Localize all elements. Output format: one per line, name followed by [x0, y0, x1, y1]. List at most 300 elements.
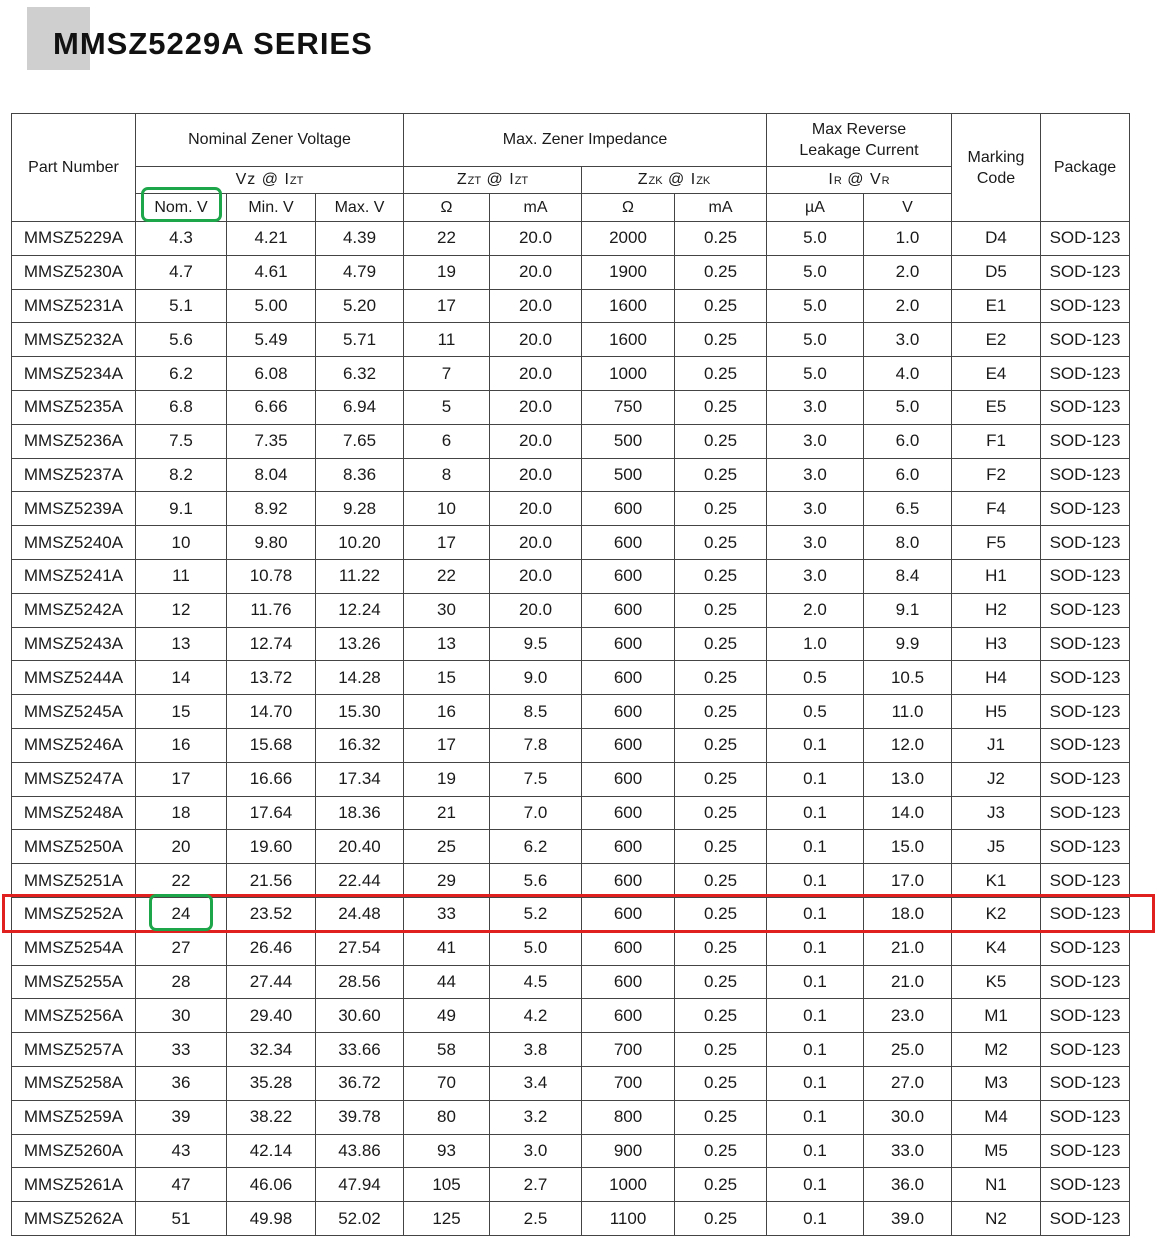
- cell-izt: 7.8: [490, 728, 582, 762]
- cell-vr: 17.0: [864, 864, 952, 898]
- cell-vr: 9.1: [864, 593, 952, 627]
- cell-marking-code: M4: [952, 1100, 1041, 1134]
- cell-marking-code: K5: [952, 965, 1041, 999]
- table-row: [12, 1202, 1130, 1236]
- cell-marking-code: K4: [952, 931, 1041, 965]
- zener-spec-table: [11, 113, 1130, 1236]
- header-marking-line1: Marking: [967, 148, 1025, 166]
- cell-part-number: MMSZ5237A: [12, 458, 136, 492]
- cell-zzt: 22: [404, 559, 490, 593]
- table-row: [12, 390, 1130, 424]
- cell-izt: 4.2: [490, 999, 582, 1033]
- cell-part-number: MMSZ5240A: [12, 526, 136, 560]
- cell-package: SOD-123: [1041, 424, 1130, 458]
- header-part-number: Part Number: [12, 114, 136, 222]
- cell-ir: 5.0: [767, 323, 864, 357]
- cell-ir: 0.1: [767, 1168, 864, 1202]
- table-row: [12, 323, 1130, 357]
- cell-nom-v: 28: [136, 965, 227, 999]
- cell-marking-code: H5: [952, 695, 1041, 729]
- cell-part-number: MMSZ5236A: [12, 424, 136, 458]
- cell-ir: 0.1: [767, 931, 864, 965]
- symbol-izt-sub: ZT: [514, 175, 529, 187]
- cell-marking-code: F2: [952, 458, 1041, 492]
- cell-izk: 0.25: [675, 492, 767, 526]
- symbol-izt: I: [284, 171, 290, 188]
- unit-zzt-ohm: Ω: [404, 194, 490, 222]
- cell-max-v: 27.54: [316, 931, 404, 965]
- cell-zzt: 5: [404, 390, 490, 424]
- cell-package: SOD-123: [1041, 965, 1130, 999]
- header-marking-code: [952, 114, 1041, 222]
- cell-part-number: MMSZ5241A: [12, 559, 136, 593]
- table-row: [12, 695, 1130, 729]
- table-row: [12, 1134, 1130, 1168]
- cell-izt: 20.0: [490, 289, 582, 323]
- cell-izk: 0.25: [675, 695, 767, 729]
- table-row: [12, 796, 1130, 830]
- cell-zzt: 11: [404, 323, 490, 357]
- symbol-vr-sub: R: [881, 175, 890, 187]
- cell-izk: 0.25: [675, 1202, 767, 1236]
- cell-zzt: 6: [404, 424, 490, 458]
- cell-zzk: 600: [582, 796, 675, 830]
- cell-max-v: 18.36: [316, 796, 404, 830]
- cell-nom-v: 9.1: [136, 492, 227, 526]
- cell-ir: 0.1: [767, 965, 864, 999]
- cell-part-number: MMSZ5255A: [12, 965, 136, 999]
- cell-vr: 2.0: [864, 255, 952, 289]
- cell-marking-code: E5: [952, 390, 1041, 424]
- cell-min-v: 5.00: [227, 289, 316, 323]
- cell-zzt: 33: [404, 897, 490, 931]
- cell-nom-v: 5.6: [136, 323, 227, 357]
- cell-zzk: 600: [582, 897, 675, 931]
- cell-ir: 0.1: [767, 897, 864, 931]
- cell-min-v: 49.98: [227, 1202, 316, 1236]
- cell-nom-v: 4.7: [136, 255, 227, 289]
- cell-ir: 5.0: [767, 357, 864, 391]
- cell-zzt: 7: [404, 357, 490, 391]
- cell-ir: 0.1: [767, 1100, 864, 1134]
- cell-nom-v: 13: [136, 627, 227, 661]
- cell-nom-v: 5.1: [136, 289, 227, 323]
- cell-max-v: 17.34: [316, 762, 404, 796]
- cell-part-number: MMSZ5256A: [12, 999, 136, 1033]
- symbol-izt-sub: ZT: [289, 175, 304, 187]
- cell-zzt: 80: [404, 1100, 490, 1134]
- cell-min-v: 29.40: [227, 999, 316, 1033]
- cell-zzt: 105: [404, 1168, 490, 1202]
- cell-vr: 8.0: [864, 526, 952, 560]
- table-row: [12, 661, 1130, 695]
- cell-vr: 6.5: [864, 492, 952, 526]
- cell-vr: 21.0: [864, 931, 952, 965]
- table-row: [12, 1100, 1130, 1134]
- cell-ir: 0.1: [767, 1134, 864, 1168]
- cell-izk: 0.25: [675, 762, 767, 796]
- table-row: [12, 222, 1130, 256]
- cell-marking-code: M5: [952, 1134, 1041, 1168]
- cell-max-v: 5.71: [316, 323, 404, 357]
- cell-zzk: 500: [582, 424, 675, 458]
- cell-vr: 15.0: [864, 830, 952, 864]
- cell-zzk: 600: [582, 864, 675, 898]
- symbol-vr: V: [869, 171, 882, 188]
- cell-part-number: MMSZ5246A: [12, 728, 136, 762]
- header-max-reverse-line2: Leakage Current: [799, 142, 919, 159]
- cell-vr: 18.0: [864, 897, 952, 931]
- cell-vr: 25.0: [864, 1033, 952, 1067]
- cell-izt: 8.5: [490, 695, 582, 729]
- cell-izt: 7.0: [490, 796, 582, 830]
- cell-izt: 20.0: [490, 559, 582, 593]
- cell-izt: 20.0: [490, 255, 582, 289]
- cell-marking-code: H4: [952, 661, 1041, 695]
- cell-part-number: MMSZ5244A: [12, 661, 136, 695]
- cell-package: SOD-123: [1041, 559, 1130, 593]
- cell-min-v: 26.46: [227, 931, 316, 965]
- cell-nom-v: 10: [136, 526, 227, 560]
- cell-part-number: MMSZ5239A: [12, 492, 136, 526]
- cell-min-v: 42.14: [227, 1134, 316, 1168]
- unit-max-v: Max. V: [316, 194, 404, 222]
- cell-package: SOD-123: [1041, 1202, 1130, 1236]
- cell-izk: 0.25: [675, 357, 767, 391]
- cell-part-number: MMSZ5258A: [12, 1066, 136, 1100]
- cell-zzt: 17: [404, 526, 490, 560]
- cell-izk: 0.25: [675, 593, 767, 627]
- cell-marking-code: J1: [952, 728, 1041, 762]
- cell-izt: 5.6: [490, 864, 582, 898]
- table-row: [12, 830, 1130, 864]
- cell-izk: 0.25: [675, 424, 767, 458]
- cell-min-v: 32.34: [227, 1033, 316, 1067]
- cell-nom-v: 39: [136, 1100, 227, 1134]
- cell-vr: 10.5: [864, 661, 952, 695]
- symbol-zzk-sub: ZK: [648, 175, 663, 187]
- cell-max-v: 11.22: [316, 559, 404, 593]
- cell-ir: 0.5: [767, 695, 864, 729]
- cell-zzk: 600: [582, 559, 675, 593]
- cell-zzt: 25: [404, 830, 490, 864]
- cell-ir: 0.5: [767, 661, 864, 695]
- cell-vr: 14.0: [864, 796, 952, 830]
- cell-ir: 3.0: [767, 492, 864, 526]
- cell-package: SOD-123: [1041, 1100, 1130, 1134]
- cell-ir: 5.0: [767, 255, 864, 289]
- symbol-vz: Vz: [235, 171, 257, 188]
- cell-zzt: 13: [404, 627, 490, 661]
- cell-nom-v: 30: [136, 999, 227, 1033]
- cell-zzt: 41: [404, 931, 490, 965]
- cell-max-v: 8.36: [316, 458, 404, 492]
- cell-ir: 3.0: [767, 390, 864, 424]
- cell-vr: 2.0: [864, 289, 952, 323]
- cell-nom-v: 18: [136, 796, 227, 830]
- cell-zzk: 1100: [582, 1202, 675, 1236]
- cell-izk: 0.25: [675, 559, 767, 593]
- table-row: [12, 1066, 1130, 1100]
- cell-nom-v: 11: [136, 559, 227, 593]
- cell-zzk: 1600: [582, 289, 675, 323]
- cell-nom-v: 4.3: [136, 222, 227, 256]
- cell-marking-code: F4: [952, 492, 1041, 526]
- cell-max-v: 7.65: [316, 424, 404, 458]
- table-row: [12, 1033, 1130, 1067]
- cell-marking-code: K1: [952, 864, 1041, 898]
- cell-part-number: MMSZ5234A: [12, 357, 136, 391]
- cell-izt: 20.0: [490, 526, 582, 560]
- cell-zzt: 49: [404, 999, 490, 1033]
- cell-package: SOD-123: [1041, 762, 1130, 796]
- cell-izk: 0.25: [675, 627, 767, 661]
- cell-max-v: 6.94: [316, 390, 404, 424]
- cell-izk: 0.25: [675, 897, 767, 931]
- cell-ir: 0.1: [767, 1202, 864, 1236]
- cell-zzt: 70: [404, 1066, 490, 1100]
- cell-max-v: 10.20: [316, 526, 404, 560]
- cell-max-v: 36.72: [316, 1066, 404, 1100]
- cell-vr: 27.0: [864, 1066, 952, 1100]
- cell-nom-v: 22: [136, 864, 227, 898]
- cell-part-number: MMSZ5262A: [12, 1202, 136, 1236]
- cell-vr: 36.0: [864, 1168, 952, 1202]
- cell-zzt: 29: [404, 864, 490, 898]
- table-row: [12, 931, 1130, 965]
- cell-izk: 0.25: [675, 526, 767, 560]
- cell-marking-code: E4: [952, 357, 1041, 391]
- cell-package: SOD-123: [1041, 999, 1130, 1033]
- cell-zzt: 19: [404, 762, 490, 796]
- cell-zzk: 600: [582, 526, 675, 560]
- cell-ir: 0.1: [767, 999, 864, 1033]
- cell-vr: 5.0: [864, 390, 952, 424]
- cell-max-v: 16.32: [316, 728, 404, 762]
- cell-zzk: 600: [582, 965, 675, 999]
- cell-zzk: 600: [582, 593, 675, 627]
- cell-min-v: 16.66: [227, 762, 316, 796]
- cell-zzt: 17: [404, 289, 490, 323]
- cell-marking-code: E1: [952, 289, 1041, 323]
- cell-zzt: 15: [404, 661, 490, 695]
- cell-izk: 0.25: [675, 1066, 767, 1100]
- cell-max-v: 4.39: [316, 222, 404, 256]
- cell-min-v: 11.76: [227, 593, 316, 627]
- cell-nom-v: 51: [136, 1202, 227, 1236]
- cell-marking-code: K2: [952, 897, 1041, 931]
- cell-zzk: 500: [582, 458, 675, 492]
- cell-izt: 9.5: [490, 627, 582, 661]
- cell-min-v: 9.80: [227, 526, 316, 560]
- cell-zzk: 800: [582, 1100, 675, 1134]
- cell-max-v: 33.66: [316, 1033, 404, 1067]
- header-marking-line2: Code: [976, 169, 1016, 187]
- nom-v-value-highlight: [149, 894, 213, 931]
- cell-max-v: 14.28: [316, 661, 404, 695]
- cell-marking-code: F1: [952, 424, 1041, 458]
- cell-zzt: 8: [404, 458, 490, 492]
- cell-part-number: MMSZ5232A: [12, 323, 136, 357]
- symbol-at: @: [668, 171, 686, 188]
- header-max-zener-impedance: Max. Zener Impedance: [404, 114, 767, 167]
- unit-zzk-ohm: Ω: [582, 194, 675, 222]
- cell-marking-code: M3: [952, 1066, 1041, 1100]
- cell-marking-code: H2: [952, 593, 1041, 627]
- cell-izt: 5.2: [490, 897, 582, 931]
- cell-zzt: 19: [404, 255, 490, 289]
- cell-nom-v: 6.2: [136, 357, 227, 391]
- cell-izk: 0.25: [675, 255, 767, 289]
- cell-part-number: MMSZ5248A: [12, 796, 136, 830]
- cell-izk: 0.25: [675, 864, 767, 898]
- cell-marking-code: E2: [952, 323, 1041, 357]
- cell-vr: 33.0: [864, 1134, 952, 1168]
- cell-zzt: 22: [404, 222, 490, 256]
- nom-v-header-highlight: [141, 187, 222, 222]
- cell-max-v: 30.60: [316, 999, 404, 1033]
- cell-part-number: MMSZ5230A: [12, 255, 136, 289]
- cell-min-v: 46.06: [227, 1168, 316, 1202]
- cell-zzt: 17: [404, 728, 490, 762]
- cell-marking-code: J3: [952, 796, 1041, 830]
- cell-package: SOD-123: [1041, 1033, 1130, 1067]
- cell-izk: 0.25: [675, 728, 767, 762]
- cell-ir: 0.1: [767, 830, 864, 864]
- cell-nom-v: 17: [136, 762, 227, 796]
- table-row: [12, 255, 1130, 289]
- cell-package: SOD-123: [1041, 390, 1130, 424]
- cell-min-v: 6.08: [227, 357, 316, 391]
- cell-max-v: 6.32: [316, 357, 404, 391]
- header-nominal-zener-voltage: Nominal Zener Voltage: [136, 114, 404, 167]
- cell-package: SOD-123: [1041, 289, 1130, 323]
- cell-package: SOD-123: [1041, 593, 1130, 627]
- cell-nom-v: 7.5: [136, 424, 227, 458]
- cell-zzk: 600: [582, 695, 675, 729]
- cell-package: SOD-123: [1041, 796, 1130, 830]
- cell-max-v: 22.44: [316, 864, 404, 898]
- unit-vr-v: V: [864, 194, 952, 222]
- cell-izt: 3.8: [490, 1033, 582, 1067]
- cell-ir: 0.1: [767, 728, 864, 762]
- cell-package: SOD-123: [1041, 357, 1130, 391]
- cell-min-v: 17.64: [227, 796, 316, 830]
- cell-marking-code: N2: [952, 1202, 1041, 1236]
- cell-min-v: 21.56: [227, 864, 316, 898]
- unit-nom-v: Nom. V: [136, 194, 227, 222]
- cell-nom-v: 36: [136, 1066, 227, 1100]
- cell-marking-code: D5: [952, 255, 1041, 289]
- symbol-zzt: Z: [456, 171, 468, 188]
- cell-part-number: MMSZ5247A: [12, 762, 136, 796]
- cell-marking-code: J2: [952, 762, 1041, 796]
- header-max-reverse-leakage: [767, 114, 952, 167]
- cell-part-number: MMSZ5260A: [12, 1134, 136, 1168]
- cell-ir: 3.0: [767, 424, 864, 458]
- cell-zzt: 44: [404, 965, 490, 999]
- cell-max-v: 43.86: [316, 1134, 404, 1168]
- symbol-at: @: [847, 171, 865, 188]
- cell-vr: 30.0: [864, 1100, 952, 1134]
- cell-vr: 21.0: [864, 965, 952, 999]
- cell-marking-code: F5: [952, 526, 1041, 560]
- cell-vr: 1.0: [864, 222, 952, 256]
- cell-zzt: 21: [404, 796, 490, 830]
- cell-package: SOD-123: [1041, 1134, 1130, 1168]
- cell-max-v: 47.94: [316, 1168, 404, 1202]
- cell-ir: 0.1: [767, 796, 864, 830]
- header-zzt-at-izt: [404, 167, 582, 194]
- cell-min-v: 15.68: [227, 728, 316, 762]
- cell-izt: 7.5: [490, 762, 582, 796]
- cell-min-v: 13.72: [227, 661, 316, 695]
- cell-package: SOD-123: [1041, 323, 1130, 357]
- symbol-izk-sub: ZK: [696, 175, 711, 187]
- cell-izk: 0.25: [675, 796, 767, 830]
- cell-ir: 3.0: [767, 526, 864, 560]
- table-row: [12, 762, 1130, 796]
- cell-zzk: 750: [582, 390, 675, 424]
- cell-zzk: 600: [582, 830, 675, 864]
- cell-part-number: MMSZ5235A: [12, 390, 136, 424]
- cell-zzk: 600: [582, 999, 675, 1033]
- cell-min-v: 14.70: [227, 695, 316, 729]
- cell-izt: 20.0: [490, 222, 582, 256]
- cell-max-v: 39.78: [316, 1100, 404, 1134]
- cell-part-number: MMSZ5245A: [12, 695, 136, 729]
- cell-package: SOD-123: [1041, 695, 1130, 729]
- cell-izt: 3.4: [490, 1066, 582, 1100]
- cell-ir: 3.0: [767, 458, 864, 492]
- cell-izt: 3.2: [490, 1100, 582, 1134]
- cell-izk: 0.25: [675, 661, 767, 695]
- cell-package: SOD-123: [1041, 1066, 1130, 1100]
- cell-izt: 20.0: [490, 424, 582, 458]
- cell-nom-v: 24: [136, 897, 227, 931]
- table-row: [12, 357, 1130, 391]
- cell-package: SOD-123: [1041, 255, 1130, 289]
- cell-izk: 0.25: [675, 390, 767, 424]
- table-row: [12, 593, 1130, 627]
- cell-nom-v: 8.2: [136, 458, 227, 492]
- cell-zzk: 700: [582, 1066, 675, 1100]
- cell-ir: 5.0: [767, 222, 864, 256]
- table-row: [12, 559, 1130, 593]
- table-row: [12, 1168, 1130, 1202]
- table-row: [12, 424, 1130, 458]
- cell-izt: 20.0: [490, 323, 582, 357]
- cell-marking-code: N1: [952, 1168, 1041, 1202]
- cell-nom-v: 43: [136, 1134, 227, 1168]
- cell-izt: 2.5: [490, 1202, 582, 1236]
- cell-izk: 0.25: [675, 830, 767, 864]
- cell-part-number: MMSZ5242A: [12, 593, 136, 627]
- cell-ir: 0.1: [767, 864, 864, 898]
- cell-nom-v: 27: [136, 931, 227, 965]
- cell-ir: 2.0: [767, 593, 864, 627]
- cell-package: SOD-123: [1041, 661, 1130, 695]
- cell-zzk: 700: [582, 1033, 675, 1067]
- table-row: [12, 965, 1130, 999]
- cell-zzt: 58: [404, 1033, 490, 1067]
- cell-vr: 39.0: [864, 1202, 952, 1236]
- cell-zzt: 93: [404, 1134, 490, 1168]
- page-title: MMSZ5229A SERIES: [53, 26, 373, 61]
- cell-min-v: 4.21: [227, 222, 316, 256]
- cell-part-number: MMSZ5252A: [12, 897, 136, 931]
- table-row: [12, 458, 1130, 492]
